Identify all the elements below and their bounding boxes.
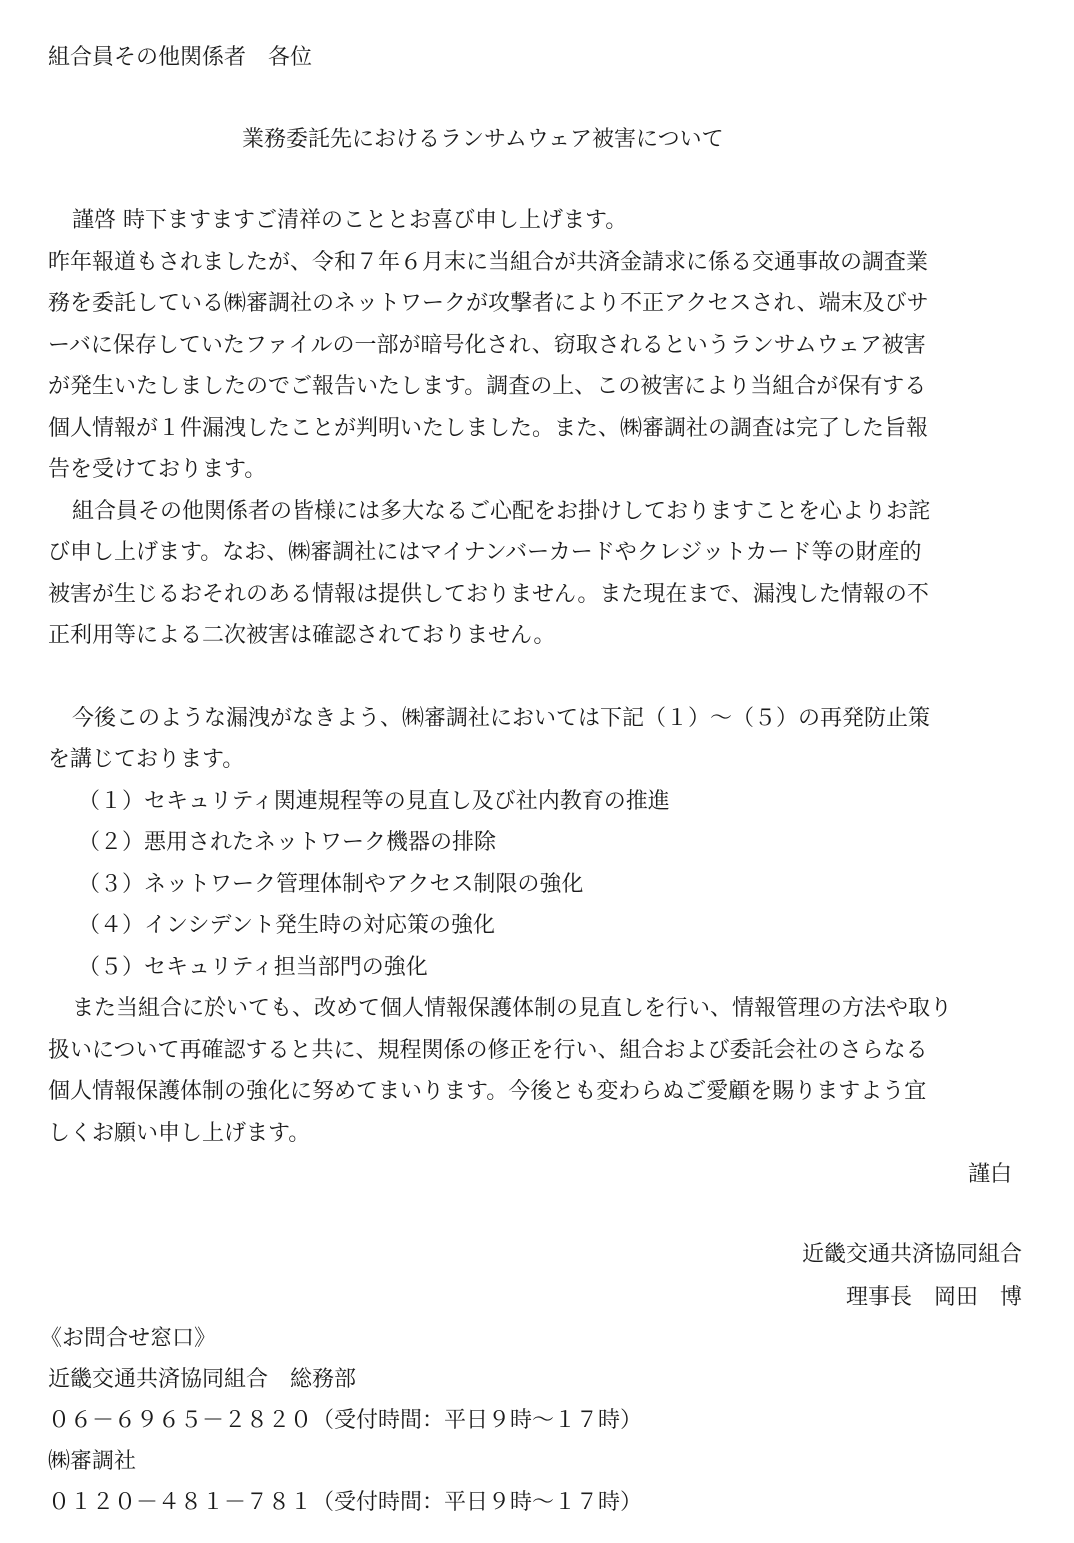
greeting: 謹啓 時下ますますご清祥のこととお喜び申し上げます。 — [72, 208, 628, 233]
paragraph-line: 務を委託している㈱審調社のネットワークが攻撃者により不正アクセスされ、端末及びサ — [48, 291, 929, 316]
paragraph-line: 今後このような漏洩がなきよう、㈱審調社においては下記（１）～（５）の再発防止策 — [72, 706, 931, 731]
measure-item: （５）セキュリティ担当部門の強化 — [78, 955, 428, 980]
measure-item: （３）ネットワーク管理体制やアクセス制限の強化 — [78, 872, 584, 897]
paragraph-line: 昨年報道もされましたが、令和７年６月末に当組合が共済金請求に係る交通事故の調査業 — [48, 250, 929, 275]
contact-hours: （受付時間：平日９時～１７時） — [312, 1490, 643, 1515]
paragraph-line: しくお願い申し上げます。 — [48, 1121, 311, 1146]
paragraph-line: 個人情報保護体制の強化に努めてまいります。今後とも変わらぬご愛顧を賜りますよう宜 — [48, 1079, 927, 1104]
measure-item: （２）悪用されたネットワーク機器の排除 — [78, 830, 497, 855]
signature-representative: 理事長 岡田 博 — [845, 1285, 1022, 1310]
paragraph-line: ーバに保存していたファイルの一部が暗号化され、窃取されるというランサムウェア被害 — [48, 333, 926, 358]
paragraph-line: 告を受けております。 — [48, 457, 267, 482]
closing: 謹白 — [967, 1162, 1012, 1187]
paragraph-line: 組合員その他関係者の皆様には多大なるご心配をお掛けしておりますことを心よりお詫 — [72, 499, 931, 524]
contact-phone-row — [48, 1407, 642, 1435]
measure-item: （１）セキュリティ関連規程等の見直し及び社内教育の推進 — [78, 789, 670, 814]
paragraph-line: び申し上げます。なお、㈱審調社にはマイナンバーカードやクレジットカード等の財産的 — [48, 540, 922, 565]
paragraph-line: また当組合に於いても、改めて個人情報保護体制の見直しを行い、情報管理の方法や取り — [72, 996, 953, 1021]
paragraph-line: を講じております。 — [48, 747, 245, 772]
contact-name: ㈱審調社 — [48, 1449, 137, 1474]
paragraph-line: 正利用等による二次被害は確認されておりません。 — [48, 623, 556, 648]
contact-heading: 《お問合せ窓口》 — [40, 1326, 217, 1351]
contact-phone[interactable]: ０１２０－４８１－７８１ — [48, 1490, 313, 1515]
document-title: 業務委託先におけるランサムウェア被害について — [242, 127, 724, 152]
contact-phone[interactable]: ０６－６９６５－２８２０ — [48, 1408, 313, 1433]
signature-organization: 近畿交通共済協同組合 — [801, 1242, 1022, 1267]
paragraph-line: 被害が生じるおそれのある情報は提供しておりません。また現在まで、漏洩した情報の不 — [48, 582, 929, 607]
measure-item: （４）インシデント発生時の対応策の強化 — [78, 913, 496, 938]
contact-name: 近畿交通共済協同組合 総務部 — [48, 1367, 357, 1392]
paragraph-line: 扱いについて再確認すると共に、規程関係の修正を行い、組合および委託会社のさらなる — [48, 1038, 928, 1063]
contact-hours: （受付時間：平日９時～１７時） — [312, 1408, 643, 1433]
addressee: 組合員その他関係者 各位 — [48, 45, 313, 70]
contact-phone-row — [48, 1489, 642, 1517]
paragraph-line: が発生いたしましたのでご報告いたします。調査の上、この被害により当組合が保有する — [48, 374, 927, 399]
paragraph-line: 個人情報が１件漏洩したことが判明いたしました。また、㈱審調社の調査は完了した旨報 — [48, 416, 929, 441]
